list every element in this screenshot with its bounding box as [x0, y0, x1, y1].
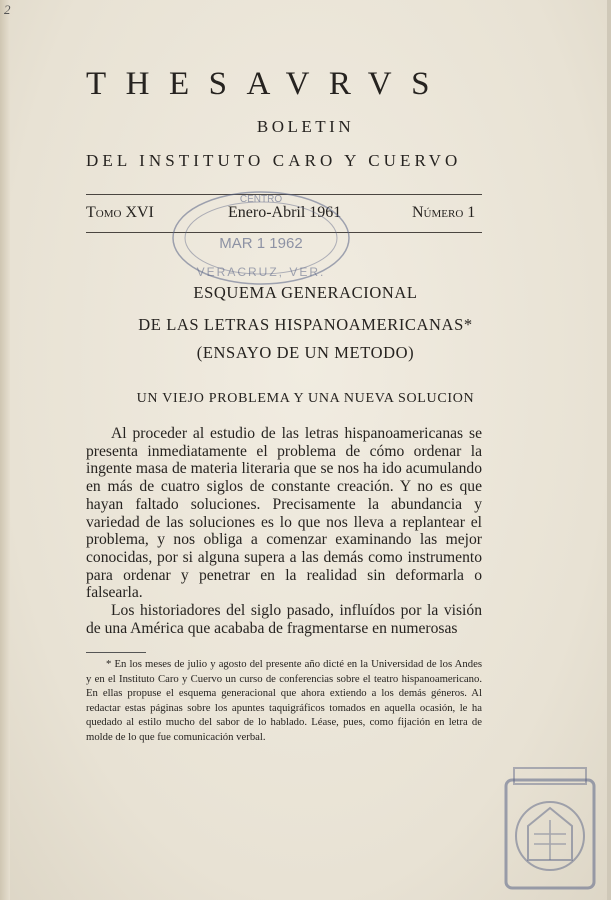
issue-number: Número 1: [412, 204, 476, 221]
stamp-text-top: CENTRO: [239, 194, 283, 205]
article-title-line-3: (ENSAYO DE UN METODO): [196, 343, 415, 362]
seal-top-band: [514, 768, 586, 784]
section-heading: UN VIEJO PROBLEMA Y UNA NUEVA SOLUCION: [136, 391, 475, 406]
article-title-line-1: ESQUEMA GENERACIONAL: [193, 283, 418, 302]
body-paragraph-2: Los historiadores del siglo pasado, influídos por la visión de una América que acababa de fragmentarse en numerosas: [86, 602, 482, 637]
footnote-rule: [86, 652, 146, 653]
stamp-text-bottom: VERACRUZ, VER.: [196, 265, 326, 279]
corner-mark: 2: [4, 2, 11, 17]
journal-subtitle-boletin: BOLETIN: [256, 117, 355, 136]
body-paragraph-1: Al proceder al estudio de las letras hispanoamericanas se presenta inmediatamente el problema de cómo ordenar la ingente masa de materia literaria que se nos ha ido acumulando en más de cuatro siglos de constante creación. Y no es que hayan faltado soluciones. Precisamente la abundancia y variedad de las soluciones es lo que nos lleva a replantear el problema, y nos obliga a comenzar examinando las mejor conocidas, por si alguna supera a las demás como instrumento para ordenar y penetrar en la realidad sin deformarla o falsearla.: [86, 425, 482, 602]
library-stamp: [166, 176, 356, 290]
article-body: [86, 425, 482, 637]
stamp-date: MAR 1 1962: [219, 235, 303, 252]
footnote: [86, 657, 482, 745]
seal-emblem: [534, 820, 566, 860]
article-title-line-2: DE LAS LETRAS HISPANOAMERICANAS*: [138, 315, 473, 334]
issue-date: Enero-Abril 1961: [228, 204, 342, 221]
journal-subtitle-institute: DEL INSTITUTO CARO Y CUERVO: [86, 151, 462, 170]
footnote-text: * En los meses de julio y agosto del presente año dicté en la Universidad de los Andes y en el Instituto Caro y Cuervo un curso de conferencias sobre el teatro hispanoamericano. En ellas propuse el esquema generacional que ahora extiendo a los demás géneros. Al redactar estas páginas sobre los apuntes taquigráficos tomados en aquella ocasión, le ha quedado al estilo mucho del sabor de lo hablado. Léase, pues, como fijación en letra de molde de lo que fue comunicación verbal.: [86, 658, 482, 743]
library-seal-stamp: [500, 764, 600, 894]
issue-volume: Tomo XVI: [86, 204, 154, 221]
journal-title: THESAVRVS: [86, 66, 449, 102]
